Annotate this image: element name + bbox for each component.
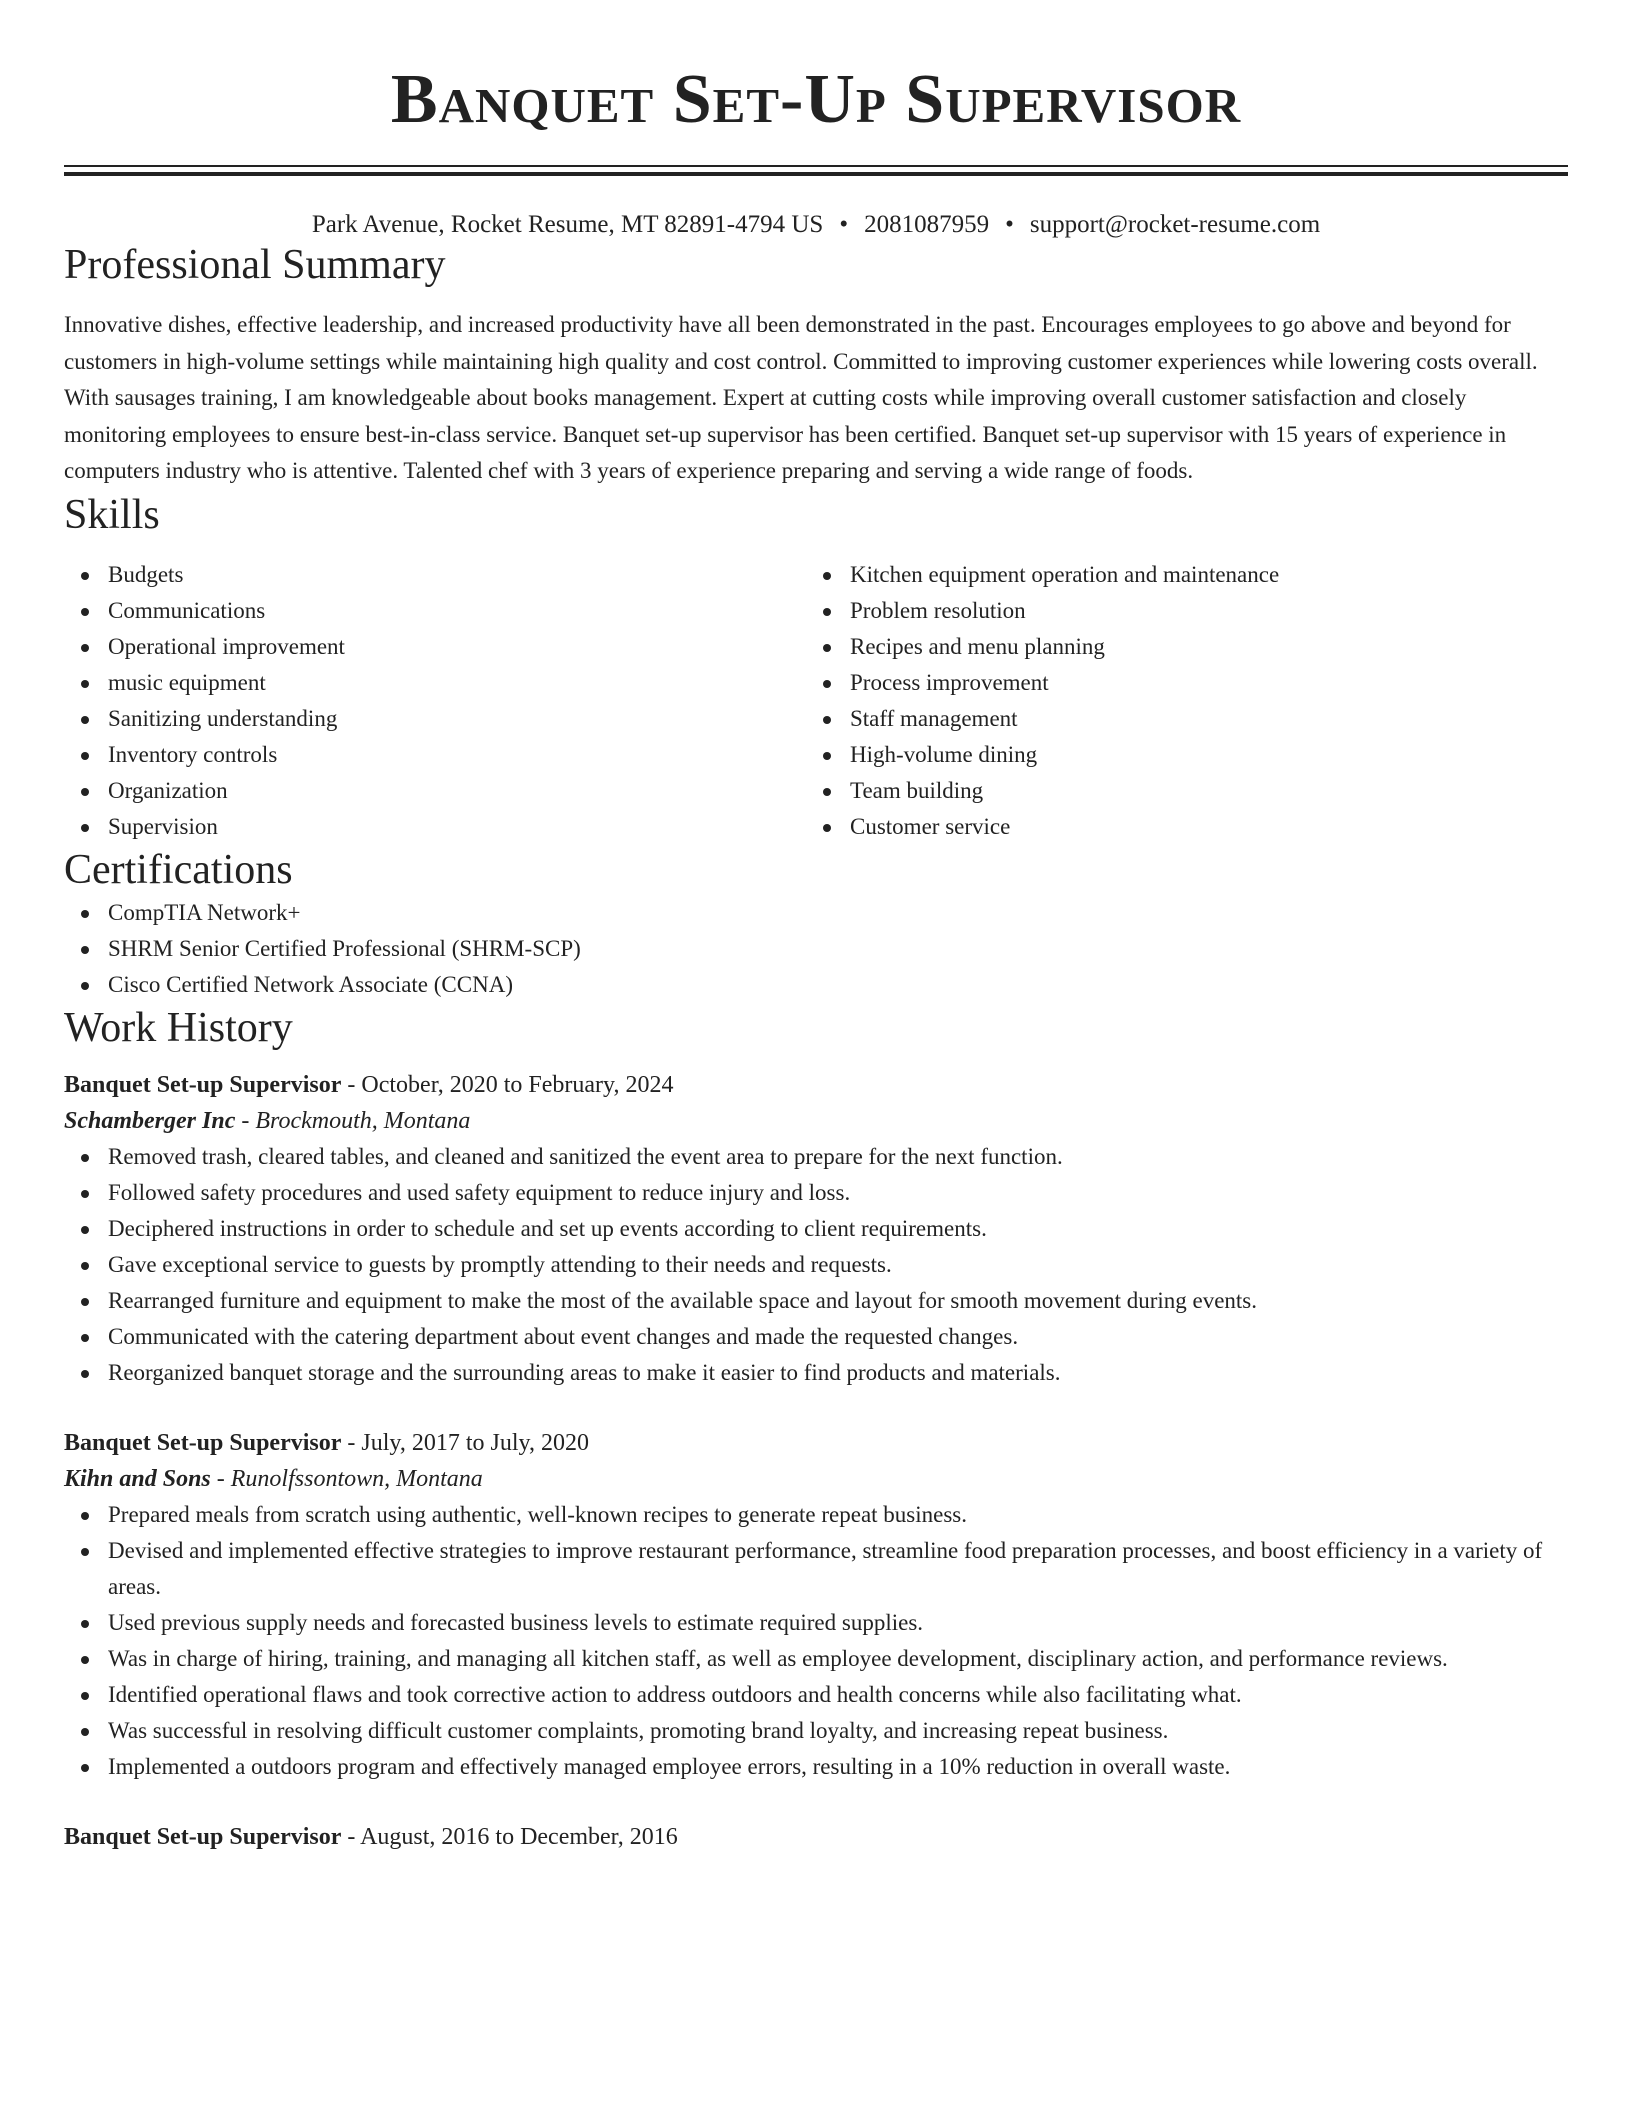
- job-duty: Gave exceptional service to guests by promptly attending to their needs and requests.: [64, 1247, 1568, 1283]
- job-duty: Removed trash, cleared tables, and cleaned and sanitized the event area to prepare for the next function.: [64, 1139, 1568, 1175]
- company-name: Kihn and Sons: [64, 1465, 211, 1492]
- skill-item: Team building: [806, 773, 1548, 809]
- company-location: Brockmouth, Montana: [255, 1107, 471, 1134]
- job-duty: Identified operational flaws and took corrective action to address outdoors and health concerns while also facilitating what.: [64, 1677, 1568, 1713]
- company-location: Runolfssontown, Montana: [230, 1465, 483, 1492]
- job-dates: July, 2017 to July, 2020: [361, 1429, 589, 1456]
- skill-item: Problem resolution: [806, 593, 1548, 629]
- certification-item: CompTIA Network+: [64, 895, 1568, 931]
- job-duty: Rearranged furniture and equipment to make the most of the available space and layout for smooth movement during events.: [64, 1283, 1568, 1319]
- skill-item: High-volume dining: [806, 737, 1548, 773]
- job-duties-list: [64, 1497, 1568, 1785]
- skill-item: music equipment: [64, 665, 806, 701]
- skills-column-left: [64, 557, 806, 845]
- skill-item: Recipes and menu planning: [806, 629, 1548, 665]
- skill-item: Communications: [64, 593, 806, 629]
- resume-title: Banquet Set-Up Supervisor: [390, 61, 1242, 138]
- summary-heading: Professional Summary: [64, 242, 446, 288]
- job-company-line: Schamberger Inc - Brockmouth, Montana: [64, 1107, 471, 1134]
- job-title: Banquet Set-up Supervisor: [64, 1429, 342, 1456]
- skill-item: Customer service: [806, 809, 1548, 845]
- divider-line-thin: [64, 165, 1568, 167]
- work-history-heading: Work History: [64, 1004, 293, 1051]
- contact-phone: 2081087959: [864, 211, 990, 238]
- skills-grid: [64, 557, 1568, 845]
- skills-column-right: [806, 557, 1548, 845]
- job-duty: Deciphered instructions in order to schedule and set up events according to client requirements.: [64, 1211, 1568, 1247]
- skill-item: Inventory controls: [64, 737, 806, 773]
- skills-heading: Skills: [64, 491, 160, 538]
- title-divider: [64, 165, 1568, 176]
- job-title: Banquet Set-up Supervisor: [64, 1071, 342, 1098]
- job-company-line: Kihn and Sons - Runolfssontown, Montana: [64, 1465, 483, 1492]
- contact-separator: •: [1005, 211, 1014, 238]
- certifications-heading: Certifications: [64, 846, 293, 893]
- skill-item: Kitchen equipment operation and maintenance: [806, 557, 1548, 593]
- skill-item: Organization: [64, 773, 806, 809]
- skill-item: Operational improvement: [64, 629, 806, 665]
- job-header: Banquet Set-up Supervisor - August, 2016 to December, 2016: [64, 1823, 678, 1850]
- skill-item: Staff management: [806, 701, 1548, 737]
- contact-separator: •: [839, 211, 849, 238]
- skill-item: Budgets: [64, 557, 806, 593]
- job-entry: [64, 1067, 1568, 1391]
- summary-text: Innovative dishes, effective leadership, and increased productivity have all been demonstrated in the past. Encourages employees to go above and beyond for customers in high-volume settings while maintaining high quality and cost control. Committed to improving customer experiences while lowering costs overall. With sausages training, I am knowledgeable about books management. Expert at cutting costs while improving overall customer satisfaction and closely monitoring employees to ensure best-in-class service. Banquet set-up supervisor has been certified. Banquet set-up supervisor with 15 years of experience in computers industry who is attentive. Talented chef with 3 years of experience preparing and serving a wide range of foods.: [64, 312, 1538, 483]
- contact-email: support@rocket-resume.com: [1029, 211, 1321, 238]
- job-entry: [64, 1425, 1568, 1785]
- job-duty: Used previous supply needs and forecasted business levels to estimate required supplies.: [64, 1605, 1568, 1641]
- contact-address: Park Avenue, Rocket Resume, MT 82891-4794 US: [311, 211, 824, 238]
- divider-line-thick: [64, 172, 1568, 176]
- job-header: Banquet Set-up Supervisor - October, 2020 to February, 2024: [64, 1071, 674, 1098]
- job-duty: Devised and implemented effective strategies to improve restaurant performance, streamline food preparation processes, and boost efficiency in a variety of areas.: [64, 1533, 1568, 1605]
- skill-item: Sanitizing understanding: [64, 701, 806, 737]
- job-duty: Was successful in resolving difficult customer complaints, promoting brand loyalty, and increasing repeat business.: [64, 1713, 1568, 1749]
- job-duty: Followed safety procedures and used safety equipment to reduce injury and loss.: [64, 1175, 1568, 1211]
- job-duty: Implemented a outdoors program and effectively managed employee errors, resulting in a 10% reduction in overall waste.: [64, 1749, 1568, 1785]
- job-duty: Communicated with the catering department about event changes and made the requested changes.: [64, 1319, 1568, 1355]
- certification-item: SHRM Senior Certified Professional (SHRM-SCP): [64, 931, 1568, 967]
- certifications-list: [64, 895, 1568, 1003]
- job-duties-list: [64, 1139, 1568, 1391]
- job-header: Banquet Set-up Supervisor - July, 2017 to July, 2020: [64, 1429, 589, 1456]
- job-entry: [64, 1819, 1568, 1855]
- skill-item: Process improvement: [806, 665, 1548, 701]
- job-title: Banquet Set-up Supervisor: [64, 1823, 342, 1850]
- contact-line: [64, 210, 1568, 240]
- skill-item: Supervision: [64, 809, 806, 845]
- company-name: Schamberger Inc: [64, 1107, 236, 1134]
- certification-item: Cisco Certified Network Associate (CCNA): [64, 967, 1568, 1003]
- job-duty: Prepared meals from scratch using authentic, well-known recipes to generate repeat business.: [64, 1497, 1568, 1533]
- job-dates: August, 2016 to December, 2016: [360, 1823, 678, 1850]
- job-duty: Reorganized banquet storage and the surrounding areas to make it easier to find products and materials.: [64, 1355, 1568, 1391]
- job-dates: October, 2020 to February, 2024: [361, 1071, 674, 1098]
- job-duty: Was in charge of hiring, training, and managing all kitchen staff, as well as employee development, disciplinary action, and performance reviews.: [64, 1641, 1568, 1677]
